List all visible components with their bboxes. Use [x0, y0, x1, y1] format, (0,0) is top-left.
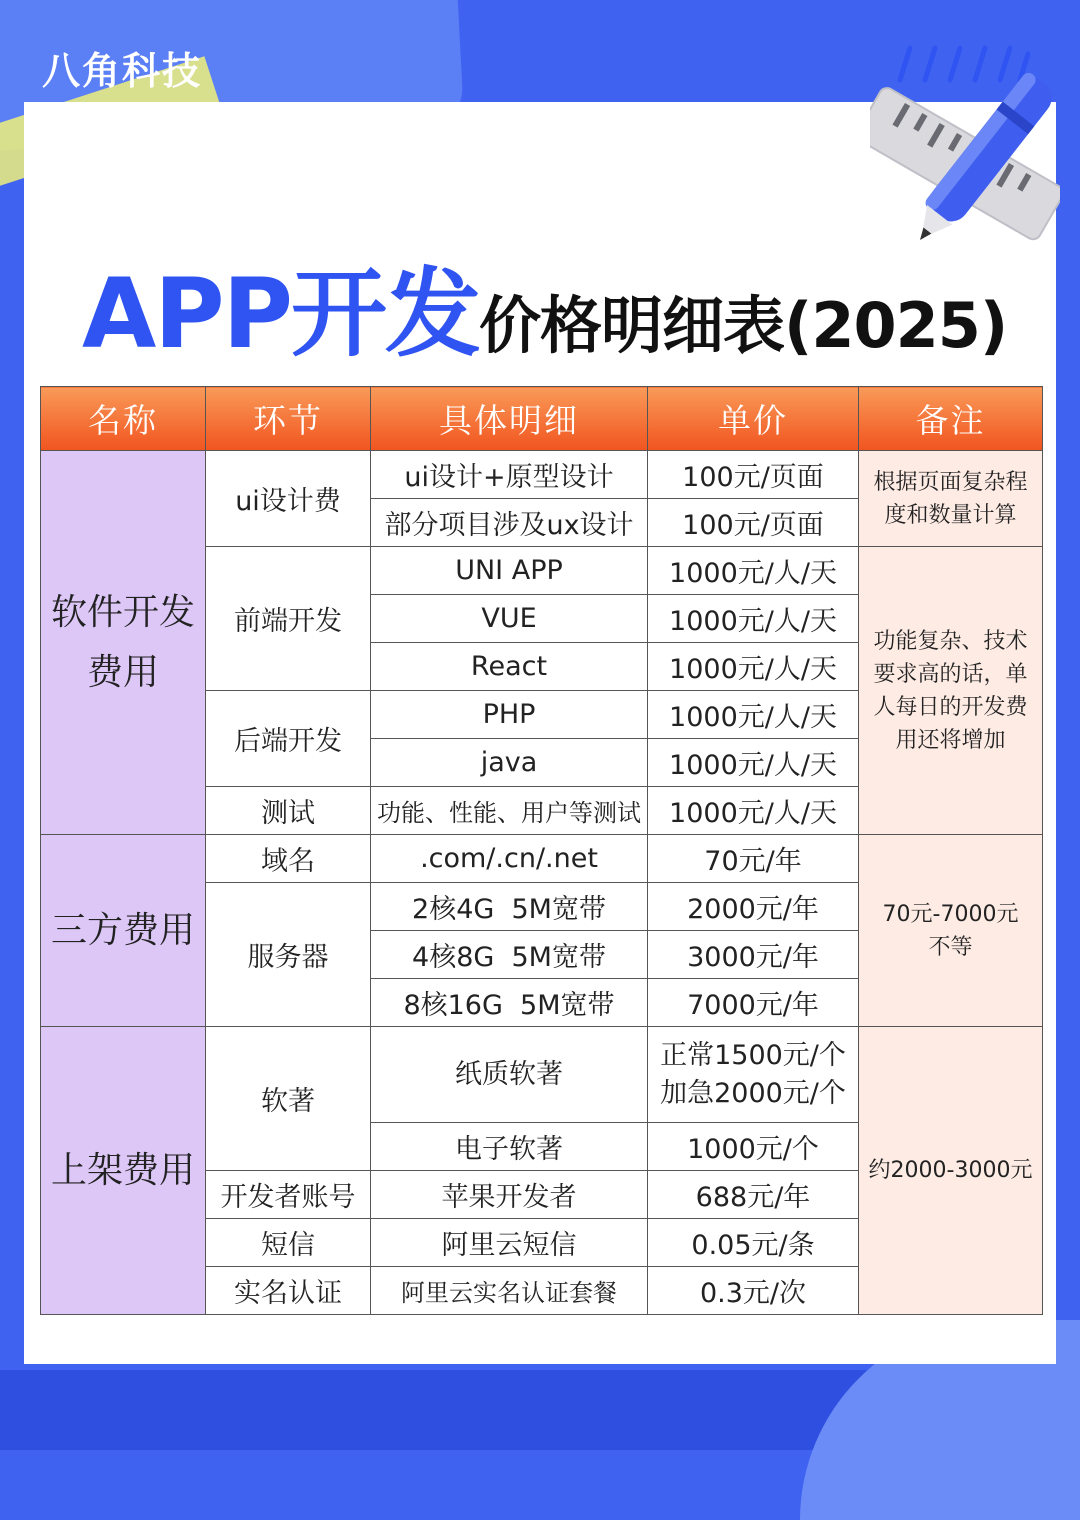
price-cell: 1000元/人/天 [648, 595, 859, 643]
stage-copyright: 软著 [206, 1027, 371, 1171]
page-title [82, 238, 1007, 375]
price-cell: 2000元/年 [648, 883, 859, 931]
price-table [40, 386, 1043, 1315]
price-cell: 1000元/个 [648, 1123, 859, 1171]
detail-cell: 功能、性能、用户等测试 [371, 787, 648, 835]
detail-cell: 纸质软著 [371, 1027, 648, 1123]
price-cell: 100元/页面 [648, 499, 859, 547]
price-cell: 7000元/年 [648, 979, 859, 1027]
detail-cell: 2核4G 5M宽带 [371, 883, 648, 931]
detail-cell: VUE [371, 595, 648, 643]
title-main: APP开发 [82, 258, 480, 370]
table-row [41, 1027, 1043, 1123]
detail-cell: PHP [371, 691, 648, 739]
price-cell: 100元/页面 [648, 451, 859, 499]
price-cell: 1000元/人/天 [648, 643, 859, 691]
title-sub: 价格明细表(2025) [479, 289, 1008, 362]
price-cell [648, 1027, 859, 1123]
price-cell: 688元/年 [648, 1171, 859, 1219]
stage-domain: 域名 [206, 835, 371, 883]
detail-cell: .com/.cn/.net [371, 835, 648, 883]
detail-cell: 阿里云短信 [371, 1219, 648, 1267]
table-row [41, 451, 1043, 499]
detail-cell: UNI APP [371, 547, 648, 595]
header-price: 单价 [648, 387, 859, 451]
note-launch: 约2000-3000元 [859, 1027, 1043, 1315]
price-cell: 1000元/人/天 [648, 691, 859, 739]
stage-backend: 后端开发 [206, 691, 371, 787]
stage-ui: ui设计费 [206, 451, 371, 547]
stage-developer: 开发者账号 [206, 1171, 371, 1219]
detail-cell: java [371, 739, 648, 787]
price-cell: 1000元/人/天 [648, 787, 859, 835]
price-urgent: 加急2000元/个 [660, 1077, 846, 1109]
category-software: 软件开发费用 [41, 451, 206, 835]
detail-cell: ui设计+原型设计 [371, 451, 648, 499]
note-ui: 根据页面复杂程度和数量计算 [859, 451, 1043, 547]
price-normal: 正常1500元/个 [660, 1039, 846, 1071]
table-row [41, 835, 1043, 883]
stage-server: 服务器 [206, 883, 371, 1027]
price-cell: 70元/年 [648, 835, 859, 883]
detail-cell: 苹果开发者 [371, 1171, 648, 1219]
detail-cell: 4核8G 5M宽带 [371, 931, 648, 979]
brand-logo-text: 八角科技 [42, 49, 203, 93]
stage-testing: 测试 [206, 787, 371, 835]
category-launch: 上架费用 [41, 1027, 206, 1315]
price-cell: 0.05元/条 [648, 1219, 859, 1267]
price-cell: 3000元/年 [648, 931, 859, 979]
detail-cell: 部分项目涉及ux设计 [371, 499, 648, 547]
note-dev: 功能复杂、技术要求高的话，单人每日的开发费用还将增加 [859, 547, 1043, 835]
price-cell: 0.3元/次 [648, 1267, 859, 1315]
header-note: 备注 [859, 387, 1043, 451]
note-third-party: 70元-7000元不等 [859, 835, 1043, 1027]
table-header-row [41, 387, 1043, 451]
stage-sms: 短信 [206, 1219, 371, 1267]
category-third-party: 三方费用 [41, 835, 206, 1027]
detail-cell: 8核16G 5M宽带 [371, 979, 648, 1027]
detail-cell: 阿里云实名认证套餐 [371, 1267, 648, 1315]
detail-cell: 电子软著 [371, 1123, 648, 1171]
stage-frontend: 前端开发 [206, 547, 371, 691]
stage-realname: 实名认证 [206, 1267, 371, 1315]
header-name: 名称 [41, 387, 206, 451]
header-stage: 环节 [206, 387, 371, 451]
ruler-pen-icon [870, 40, 1060, 270]
detail-cell: React [371, 643, 648, 691]
price-cell: 1000元/人/天 [648, 547, 859, 595]
price-cell: 1000元/人/天 [648, 739, 859, 787]
header-detail: 具体明细 [371, 387, 648, 451]
